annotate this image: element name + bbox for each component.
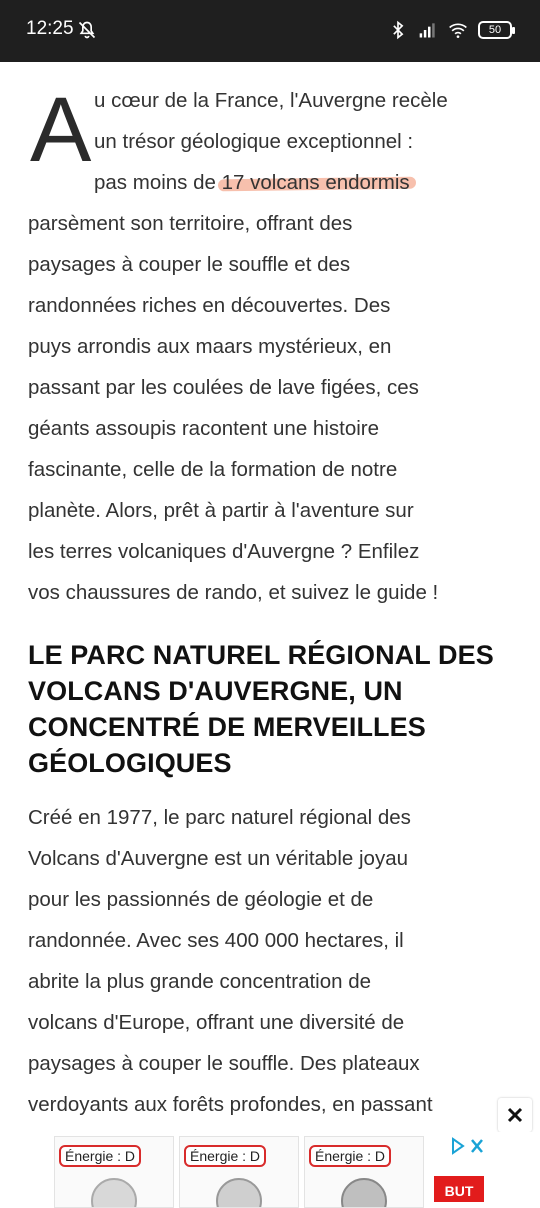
- intro-line: paysages à couper le souffle et des: [28, 253, 351, 276]
- ad-close-button[interactable]: [498, 1098, 532, 1132]
- ad-banner[interactable]: [0, 1132, 540, 1200]
- intro-line: fascinante, celle de la formation de notre: [28, 458, 398, 481]
- section-heading: [28, 637, 514, 781]
- paragraph-line: paysages à couper le souffle. Des plateaux: [28, 1052, 420, 1075]
- intro-line: parsèment son territoire, offrant des: [28, 212, 353, 235]
- ad-product-card[interactable]: [54, 1136, 174, 1208]
- battery-icon: 50: [478, 21, 512, 39]
- close-icon: [498, 1098, 532, 1132]
- heading-line: CONCENTRÉ DE MERVEILLES: [28, 712, 426, 742]
- intro-line: passant par les coulées de lave figées, ces: [28, 376, 419, 399]
- paragraph-line: Créé en 1977, le parc naturel régional des: [28, 806, 411, 829]
- energy-badge: Énergie : D: [59, 1145, 141, 1167]
- drop-cap: A: [30, 79, 92, 181]
- paragraph-line: abrite la plus grande concentration de: [28, 970, 372, 993]
- intro-line-with-highlight: [28, 162, 514, 203]
- energy-badge: Énergie : D: [184, 1145, 266, 1167]
- section-paragraph: [28, 797, 514, 1125]
- intro-line: u cœur de la France, l'Auvergne recèle: [94, 89, 448, 112]
- washing-machine-icon: [305, 1137, 423, 1207]
- ad-brand-logo[interactable]: BUT: [434, 1176, 484, 1202]
- washing-machine-icon: [55, 1137, 173, 1207]
- intro-paragraph: [28, 80, 514, 613]
- intro-line: randonnées riches en découvertes. Des: [28, 294, 391, 317]
- intro-line: vos chaussures de rando, et suivez le guide !: [28, 581, 439, 604]
- clock: 12:25: [26, 18, 74, 39]
- intro-line-start: pas moins de: [94, 171, 222, 194]
- intro-line: puys arrondis aux maars mystérieux, en: [28, 335, 392, 358]
- washing-machine-icon: [180, 1137, 298, 1207]
- intro-line: planète. Alors, prêt à partir à l'aventure sur: [28, 499, 414, 522]
- article: [28, 80, 514, 1125]
- paragraph-line: volcans d'Europe, offrant une diversité de: [28, 1011, 405, 1034]
- intro-line: les terres volcaniques d'Auvergne ? Enfilez: [28, 540, 420, 563]
- ad-choices-icon[interactable]: [450, 1136, 486, 1156]
- heading-line: VOLCANS D'AUVERGNE, UN: [28, 676, 403, 706]
- ad-product-card[interactable]: [179, 1136, 299, 1208]
- status-bar: [0, 0, 540, 62]
- ad-product-card[interactable]: [304, 1136, 424, 1208]
- paragraph-line: randonnée. Avec ses 400 000 hectares, il: [28, 929, 404, 952]
- wifi-icon: [448, 20, 468, 40]
- energy-badge: Énergie : D: [309, 1145, 391, 1167]
- intro-line: un trésor géologique exceptionnel :: [94, 130, 414, 153]
- bluetooth-icon: [388, 20, 408, 40]
- heading-line: GÉOLOGIQUES: [28, 748, 232, 778]
- paragraph-line: pour les passionnés de géologie et de: [28, 888, 374, 911]
- heading-line: LE PARC NATUREL RÉGIONAL DES: [28, 640, 494, 670]
- bell-off-icon: [77, 20, 97, 40]
- highlighted-phrase: 17 volcans endormis: [221, 171, 410, 194]
- paragraph-line: Volcans d'Auvergne est un véritable joyau: [28, 847, 408, 870]
- signal-icon: [418, 20, 438, 40]
- paragraph-line: verdoyants aux forêts profondes, en passant: [28, 1093, 433, 1116]
- intro-line: géants assoupis racontent une histoire: [28, 417, 380, 440]
